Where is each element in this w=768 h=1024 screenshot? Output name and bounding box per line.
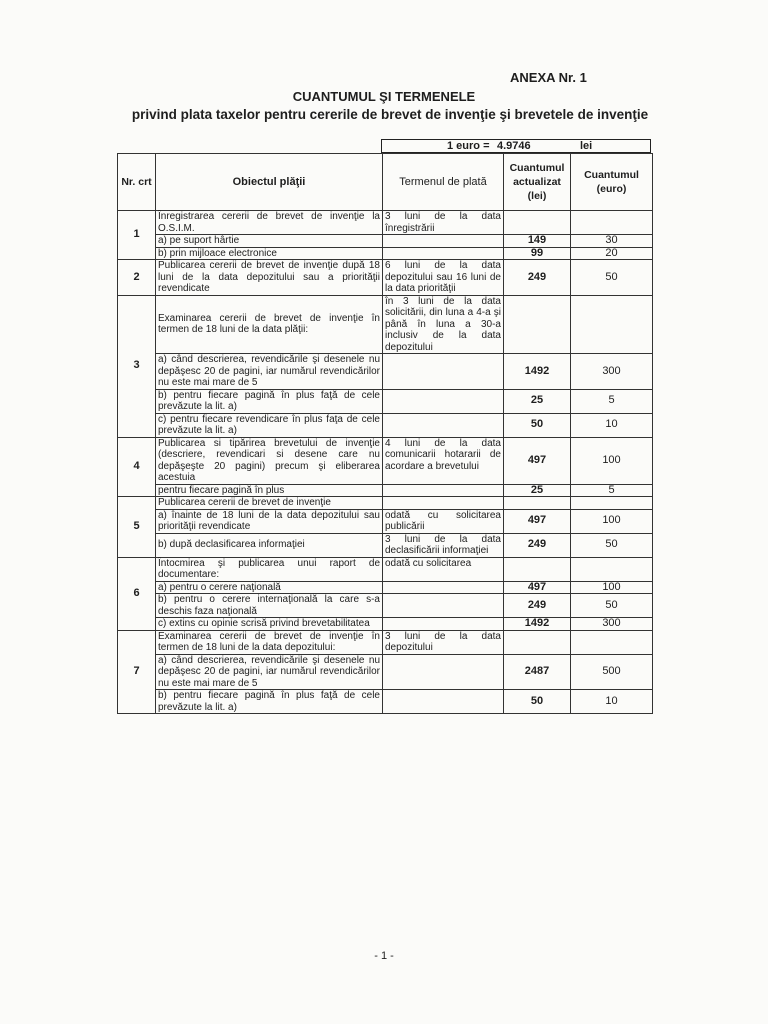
row-object: b) pentru fiecare pagină în plus faţă de cele prevăzute la lit. a) [156, 690, 383, 714]
header-lei: Cuantumul actualizat (lei) [504, 154, 571, 211]
row-number: 1 [118, 211, 156, 260]
row-term: 3 luni de la data declasificării informaţiei [383, 533, 504, 557]
row-term: 4 luni de la data comunicarii hotararii de acordare a brevetului [383, 437, 504, 484]
row-object: a) pe suport hârtie [156, 235, 383, 248]
row-number: 6 [118, 557, 156, 630]
row-euro [571, 557, 653, 581]
row-object: a) pentru o cerere naţională [156, 581, 383, 594]
table-row [118, 690, 653, 714]
row-number: 7 [118, 630, 156, 714]
row-lei: 99 [504, 247, 571, 260]
document-subtitle: privind plata taxelor pentru cererile de brevet de invenţie şi brevetele de invenţie [131, 107, 649, 122]
row-lei: 249 [504, 533, 571, 557]
row-lei [504, 497, 571, 510]
row-object: Publicarea si tipărirea brevetului de invenţie (descriere, revendicari si desene care nu depăşeşte 20 pagini) precum şi eliberarea acestuia [156, 437, 383, 484]
row-euro: 5 [571, 484, 653, 497]
row-lei: 249 [504, 260, 571, 296]
table-row [118, 630, 653, 654]
row-euro: 20 [571, 247, 653, 260]
row-term [383, 235, 504, 248]
row-euro: 5 [571, 389, 653, 413]
table-row [118, 497, 653, 510]
row-object: Publicarea cererii de brevet de invenţie după 18 luni de la data depozitului sau a priorităţii revendicate [156, 260, 383, 296]
row-term [383, 654, 504, 690]
table-row [118, 235, 653, 248]
fees-table [117, 153, 653, 714]
row-euro: 10 [571, 690, 653, 714]
row-euro: 50 [571, 533, 653, 557]
row-euro: 500 [571, 654, 653, 690]
row-term [383, 413, 504, 437]
row-euro: 300 [571, 618, 653, 631]
row-object: b) pentru fiecare pagină în plus faţă de cele prevăzute la lit. a) [156, 389, 383, 413]
row-object: Examinarea cererii de brevet de invenţie în termen de 18 luni de la data plăţii: [156, 295, 383, 354]
table-row [118, 354, 653, 390]
row-euro: 100 [571, 509, 653, 533]
row-lei [504, 557, 571, 581]
row-object: Examinarea cererii de brevet de invenţie în termen de 18 luni de la data depozitului: [156, 630, 383, 654]
row-lei: 497 [504, 509, 571, 533]
row-lei [504, 211, 571, 235]
row-term [383, 618, 504, 631]
row-object: b) după declasificarea informaţiei [156, 533, 383, 557]
table-row [118, 557, 653, 581]
row-lei: 2487 [504, 654, 571, 690]
table-row [118, 594, 653, 618]
row-object: b) pentru o cerere internaţională la care s-a deschis faza naţională [156, 594, 383, 618]
row-euro: 100 [571, 581, 653, 594]
row-euro: 30 [571, 235, 653, 248]
table-row [118, 211, 653, 235]
table-row [118, 389, 653, 413]
header-nr: Nr. crt [118, 154, 156, 211]
row-term: 3 luni de la data înregistrării [383, 211, 504, 235]
row-object: Întocmirea şi publicarea unui raport de documentare: [156, 557, 383, 581]
row-euro [571, 630, 653, 654]
row-lei: 497 [504, 437, 571, 484]
header-term: Termenul de plată [383, 154, 504, 211]
row-number: 5 [118, 497, 156, 558]
row-lei: 1492 [504, 354, 571, 390]
annex-label: ANEXA Nr. 1 [510, 70, 587, 85]
row-euro [571, 295, 653, 354]
row-object: b) prin mijloace electronice [156, 247, 383, 260]
row-term [383, 581, 504, 594]
row-euro: 300 [571, 354, 653, 390]
header-euro: Cuantumul (euro) [571, 154, 653, 211]
row-term [383, 594, 504, 618]
row-lei: 50 [504, 690, 571, 714]
table-row [118, 509, 653, 533]
table-row [118, 260, 653, 296]
table-row [118, 533, 653, 557]
row-object: c) pentru fiecare revendicare în plus faţa de cele prevăzute la lit. a) [156, 413, 383, 437]
page-number: - 1 - [374, 950, 394, 962]
table-row [118, 618, 653, 631]
row-lei: 1492 [504, 618, 571, 631]
row-term: în 3 luni de la data solicitării, din luna a 4-a şi până în luna a 30-a inclusiv de la data depozitului [383, 295, 504, 354]
row-object: a) când descrierea, revendicările şi desenele nu depăşesc 20 de pagini, iar numărul revendicărilor nu este mai mare de 5 [156, 654, 383, 690]
table-row [118, 581, 653, 594]
row-term [383, 690, 504, 714]
row-term [383, 247, 504, 260]
row-lei: 50 [504, 413, 571, 437]
table-row [118, 437, 653, 484]
row-term: 6 luni de la data depozitului sau 16 luni de la data priorităţii [383, 260, 504, 296]
row-term: odată cu solicitarea publicării [383, 509, 504, 533]
row-euro: 10 [571, 413, 653, 437]
row-object: a) înainte de 18 luni de la data depozitului sau priorităţii revendicate [156, 509, 383, 533]
exchange-rate-unit: lei [580, 140, 593, 152]
row-lei: 249 [504, 594, 571, 618]
row-lei [504, 295, 571, 354]
row-object: Înregistrarea cererii de brevet de invenţie la O.S.I.M. [156, 211, 383, 235]
row-lei: 25 [504, 389, 571, 413]
row-term [383, 484, 504, 497]
row-number: 2 [118, 260, 156, 296]
row-lei [504, 630, 571, 654]
row-euro: 50 [571, 594, 653, 618]
row-term: 3 luni de la data depozitului [383, 630, 504, 654]
row-lei: 149 [504, 235, 571, 248]
table-header-row [118, 154, 653, 211]
exchange-rate-value: 4.9746 [497, 140, 531, 152]
table-row [118, 413, 653, 437]
document-title: CUANTUMUL ŞI TERMENELE [292, 89, 476, 104]
row-euro: 100 [571, 437, 653, 484]
table-row [118, 247, 653, 260]
row-term [383, 354, 504, 390]
row-term [383, 389, 504, 413]
row-euro: 50 [571, 260, 653, 296]
row-object: pentru fiecare pagină în plus [156, 484, 383, 497]
exchange-rate-box [381, 139, 651, 153]
row-object: a) când descrierea, revendicările şi desenele nu depăşesc 20 de pagini, iar numărul revendicărilor nu este mai mare de 5 [156, 354, 383, 390]
row-euro [571, 497, 653, 510]
row-euro [571, 211, 653, 235]
row-object: Publicarea cererii de brevet de invenţie [156, 497, 383, 510]
row-number: 4 [118, 437, 156, 497]
row-term [383, 497, 504, 510]
table-row [118, 484, 653, 497]
exchange-rate-label: 1 euro = [447, 140, 490, 152]
table-row [118, 295, 653, 354]
table-row [118, 654, 653, 690]
row-lei: 25 [504, 484, 571, 497]
header-object: Obiectul plăţii [156, 154, 383, 211]
row-lei: 497 [504, 581, 571, 594]
row-object: c) extins cu opinie scrisă privind brevetabilitatea [156, 618, 383, 631]
row-number: 3 [118, 295, 156, 437]
row-term: odată cu solicitarea [383, 557, 504, 581]
